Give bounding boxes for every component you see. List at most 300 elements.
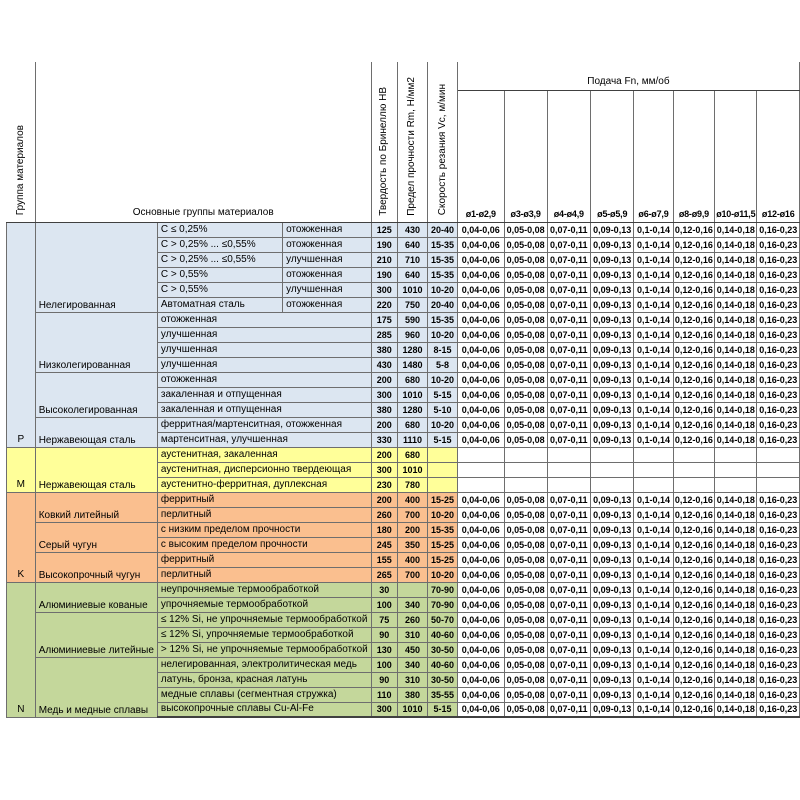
group-label-cell[interactable]: Нержавеющая сталь [35,447,157,492]
hb-cell[interactable]: 380 [371,402,397,417]
feed-cell-1[interactable]: 0,05-0,08 [504,267,547,282]
material-cell[interactable]: > 12% Si, не упрочняемые термообработкой [157,642,371,657]
rm-cell[interactable]: 310 [397,627,428,642]
vc-cell[interactable] [428,447,458,462]
feed-cell-4[interactable]: 0,1-0,14 [634,582,673,597]
feed-cell-1[interactable]: 0,05-0,08 [504,327,547,342]
material-cell[interactable]: аустенитно-ферритная, дуплексная [157,477,371,492]
rm-cell[interactable]: 1010 [397,387,428,402]
feed-cell-6[interactable]: 0,14-0,18 [715,507,757,522]
vc-cell[interactable]: 5-15 [428,387,458,402]
feed-cell-4[interactable]: 0,1-0,14 [634,567,673,582]
feed-cell-1[interactable]: 0,05-0,08 [504,402,547,417]
vc-cell[interactable]: 10-20 [428,567,458,582]
vc-cell[interactable]: 20-40 [428,297,458,312]
feed-cell-1[interactable]: 0,05-0,08 [504,357,547,372]
rm-cell[interactable]: 680 [397,417,428,432]
vc-cell[interactable]: 15-25 [428,492,458,507]
feed-cell-1[interactable]: 0,05-0,08 [504,282,547,297]
feed-cell-6[interactable] [715,462,757,477]
material-state-cell[interactable]: отожженная [283,297,372,312]
rm-cell[interactable]: 780 [397,477,428,492]
feed-cell-2[interactable]: 0,07-0,11 [547,597,590,612]
feed-cell-1[interactable]: 0,05-0,08 [504,582,547,597]
vc-cell[interactable]: 35-55 [428,687,458,702]
feed-cell-0[interactable]: 0,04-0,06 [457,552,504,567]
rm-cell[interactable]: 380 [397,687,428,702]
material-cell[interactable]: C > 0,55% [157,267,282,282]
feed-cell-6[interactable]: 0,14-0,18 [715,252,757,267]
material-cell[interactable]: перлитный [157,507,371,522]
feed-cell-0[interactable]: 0,04-0,06 [457,672,504,687]
rm-cell[interactable]: 1480 [397,357,428,372]
feed-cell-7[interactable]: 0,16-0,23 [757,282,800,297]
vc-cell[interactable]: 15-35 [428,267,458,282]
material-cell[interactable]: ≤ 12% Si, не упрочняемые термообработкой [157,612,371,627]
material-cell[interactable]: C ≤ 0,25% [157,222,282,237]
feed-cell-7[interactable]: 0,16-0,23 [757,222,800,237]
feed-cell-0[interactable]: 0,04-0,06 [457,627,504,642]
group-label-cell[interactable]: Высокопрочный чугун [35,552,157,582]
hb-cell[interactable]: 175 [371,312,397,327]
feed-cell-7[interactable]: 0,16-0,23 [757,237,800,252]
feed-cell-4[interactable]: 0,1-0,14 [634,387,673,402]
feed-cell-4[interactable]: 0,1-0,14 [634,432,673,447]
material-cell[interactable]: с высоким пределом прочности [157,537,371,552]
feed-cell-6[interactable]: 0,14-0,18 [715,222,757,237]
feed-cell-7[interactable]: 0,16-0,23 [757,642,800,657]
material-cell[interactable]: мартенситная, улучшенная [157,432,371,447]
feed-cell-0[interactable]: 0,04-0,06 [457,612,504,627]
feed-cell-6[interactable]: 0,14-0,18 [715,267,757,282]
material-cell[interactable]: аустенитная, закаленная [157,447,371,462]
feed-cell-6[interactable]: 0,14-0,18 [715,672,757,687]
feed-cell-1[interactable]: 0,05-0,08 [504,387,547,402]
rm-cell[interactable] [397,582,428,597]
rm-cell[interactable]: 710 [397,252,428,267]
hb-cell[interactable]: 90 [371,627,397,642]
feed-cell-5[interactable]: 0,12-0,16 [673,687,715,702]
feed-cell-2[interactable]: 0,07-0,11 [547,612,590,627]
material-cell[interactable]: Автоматная сталь [157,297,282,312]
feed-cell-7[interactable]: 0,16-0,23 [757,657,800,672]
feed-cell-3[interactable] [591,477,634,492]
feed-cell-3[interactable]: 0,09-0,13 [591,567,634,582]
feed-cell-4[interactable]: 0,1-0,14 [634,282,673,297]
group-label-cell[interactable]: Алюминиевые литейные [35,612,157,657]
rm-cell[interactable]: 750 [397,297,428,312]
feed-cell-0[interactable]: 0,04-0,06 [457,492,504,507]
feed-cell-5[interactable]: 0,12-0,16 [673,432,715,447]
feed-cell-5[interactable]: 0,12-0,16 [673,327,715,342]
feed-cell-3[interactable]: 0,09-0,13 [591,297,634,312]
feed-cell-6[interactable]: 0,14-0,18 [715,372,757,387]
feed-cell-3[interactable]: 0,09-0,13 [591,492,634,507]
feed-cell-4[interactable]: 0,1-0,14 [634,312,673,327]
feed-cell-3[interactable]: 0,09-0,13 [591,387,634,402]
material-cell[interactable]: нелегированная, электролитическая медь [157,657,371,672]
hb-cell[interactable]: 200 [371,492,397,507]
group-label-cell[interactable]: Серый чугун [35,522,157,552]
feed-cell-0[interactable]: 0,04-0,06 [457,297,504,312]
group-label-cell[interactable]: Ковкий литейный [35,492,157,522]
feed-cell-5[interactable]: 0,12-0,16 [673,267,715,282]
feed-cell-2[interactable]: 0,07-0,11 [547,297,590,312]
feed-cell-0[interactable]: 0,04-0,06 [457,357,504,372]
feed-cell-5[interactable] [673,477,715,492]
feed-cell-7[interactable]: 0,16-0,23 [757,687,800,702]
feed-cell-3[interactable]: 0,09-0,13 [591,312,634,327]
feed-cell-6[interactable] [715,447,757,462]
feed-cell-7[interactable]: 0,16-0,23 [757,522,800,537]
material-state-cell[interactable]: отожженная [283,222,372,237]
feed-cell-0[interactable]: 0,04-0,06 [457,387,504,402]
feed-cell-2[interactable]: 0,07-0,11 [547,657,590,672]
feed-cell-1[interactable]: 0,05-0,08 [504,342,547,357]
feed-cell-3[interactable]: 0,09-0,13 [591,267,634,282]
feed-cell-6[interactable]: 0,14-0,18 [715,402,757,417]
feed-cell-3[interactable]: 0,09-0,13 [591,237,634,252]
feed-cell-4[interactable] [634,447,673,462]
rm-cell[interactable]: 960 [397,327,428,342]
feed-cell-2[interactable]: 0,07-0,11 [547,432,590,447]
feed-cell-0[interactable] [457,477,504,492]
rm-cell[interactable]: 700 [397,567,428,582]
vc-cell[interactable] [428,477,458,492]
feed-cell-2[interactable]: 0,07-0,11 [547,357,590,372]
hb-cell[interactable]: 300 [371,282,397,297]
material-state-cell[interactable]: отожженная [283,267,372,282]
feed-cell-0[interactable]: 0,04-0,06 [457,522,504,537]
feed-cell-1[interactable]: 0,05-0,08 [504,567,547,582]
feed-cell-4[interactable]: 0,1-0,14 [634,537,673,552]
vc-cell[interactable]: 10-20 [428,327,458,342]
feed-cell-7[interactable]: 0,16-0,23 [757,612,800,627]
feed-cell-0[interactable]: 0,04-0,06 [457,342,504,357]
feed-cell-7[interactable]: 0,16-0,23 [757,252,800,267]
vc-cell[interactable]: 30-50 [428,642,458,657]
feed-cell-1[interactable]: 0,05-0,08 [504,612,547,627]
feed-cell-5[interactable]: 0,12-0,16 [673,657,715,672]
feed-cell-7[interactable]: 0,16-0,23 [757,702,800,717]
feed-cell-2[interactable]: 0,07-0,11 [547,267,590,282]
feed-cell-7[interactable]: 0,16-0,23 [757,297,800,312]
feed-cell-6[interactable]: 0,14-0,18 [715,297,757,312]
feed-cell-7[interactable]: 0,16-0,23 [757,567,800,582]
feed-cell-2[interactable]: 0,07-0,11 [547,237,590,252]
vc-cell[interactable]: 70-90 [428,582,458,597]
feed-cell-2[interactable]: 0,07-0,11 [547,552,590,567]
material-cell[interactable]: аустенитная, дисперсионно твердеющая [157,462,371,477]
feed-cell-4[interactable] [634,477,673,492]
rm-cell[interactable]: 310 [397,672,428,687]
feed-cell-7[interactable]: 0,16-0,23 [757,342,800,357]
hb-cell[interactable]: 155 [371,552,397,567]
feed-cell-0[interactable]: 0,04-0,06 [457,702,504,717]
material-cell[interactable]: упрочняемые термообработкой [157,597,371,612]
feed-cell-6[interactable]: 0,14-0,18 [715,552,757,567]
feed-cell-0[interactable]: 0,04-0,06 [457,417,504,432]
rm-cell[interactable]: 1010 [397,282,428,297]
feed-cell-5[interactable]: 0,12-0,16 [673,522,715,537]
feed-cell-4[interactable]: 0,1-0,14 [634,627,673,642]
feed-cell-4[interactable]: 0,1-0,14 [634,342,673,357]
material-state-cell[interactable]: улучшенная [283,252,372,267]
feed-cell-6[interactable]: 0,14-0,18 [715,612,757,627]
feed-cell-1[interactable]: 0,05-0,08 [504,417,547,432]
feed-cell-1[interactable]: 0,05-0,08 [504,252,547,267]
feed-cell-2[interactable]: 0,07-0,11 [547,537,590,552]
hb-cell[interactable]: 125 [371,222,397,237]
vc-cell[interactable] [428,462,458,477]
feed-cell-3[interactable]: 0,09-0,13 [591,702,634,717]
feed-cell-6[interactable]: 0,14-0,18 [715,627,757,642]
feed-cell-6[interactable]: 0,14-0,18 [715,417,757,432]
feed-cell-4[interactable]: 0,1-0,14 [634,297,673,312]
material-cell[interactable]: отожженная [157,312,371,327]
feed-cell-3[interactable]: 0,09-0,13 [591,657,634,672]
feed-cell-6[interactable]: 0,14-0,18 [715,237,757,252]
feed-cell-3[interactable] [591,447,634,462]
feed-cell-3[interactable]: 0,09-0,13 [591,342,634,357]
feed-cell-1[interactable]: 0,05-0,08 [504,552,547,567]
feed-cell-4[interactable]: 0,1-0,14 [634,327,673,342]
material-cell[interactable]: неупрочняемые термообработкой [157,582,371,597]
section-letter-cell[interactable]: M [7,447,36,492]
feed-cell-1[interactable]: 0,05-0,08 [504,687,547,702]
feed-cell-5[interactable]: 0,12-0,16 [673,342,715,357]
feed-cell-1[interactable]: 0,05-0,08 [504,657,547,672]
feed-cell-4[interactable]: 0,1-0,14 [634,522,673,537]
feed-cell-2[interactable]: 0,07-0,11 [547,522,590,537]
feed-cell-2[interactable]: 0,07-0,11 [547,342,590,357]
feed-cell-5[interactable]: 0,12-0,16 [673,507,715,522]
feed-cell-4[interactable]: 0,1-0,14 [634,657,673,672]
feed-cell-3[interactable]: 0,09-0,13 [591,252,634,267]
section-letter-cell[interactable]: K [7,492,36,582]
feed-cell-6[interactable]: 0,14-0,18 [715,567,757,582]
feed-cell-5[interactable]: 0,12-0,16 [673,372,715,387]
feed-cell-6[interactable]: 0,14-0,18 [715,492,757,507]
rm-cell[interactable]: 680 [397,447,428,462]
feed-cell-2[interactable]: 0,07-0,11 [547,627,590,642]
group-label-cell[interactable]: Нелегированная [35,222,157,312]
feed-cell-0[interactable]: 0,04-0,06 [457,537,504,552]
rm-cell[interactable]: 340 [397,597,428,612]
feed-cell-1[interactable] [504,447,547,462]
feed-cell-6[interactable]: 0,14-0,18 [715,597,757,612]
hb-cell[interactable]: 330 [371,432,397,447]
material-cell[interactable]: улучшенная [157,357,371,372]
rm-cell[interactable]: 1010 [397,702,428,717]
feed-cell-1[interactable]: 0,05-0,08 [504,237,547,252]
feed-cell-1[interactable]: 0,05-0,08 [504,507,547,522]
feed-cell-3[interactable]: 0,09-0,13 [591,327,634,342]
feed-cell-4[interactable]: 0,1-0,14 [634,687,673,702]
hb-cell[interactable]: 230 [371,477,397,492]
material-cell[interactable]: латунь, бронза, красная латунь [157,672,371,687]
rm-cell[interactable]: 350 [397,537,428,552]
material-state-cell[interactable]: отожженная [283,237,372,252]
material-cell[interactable]: высокопрочные сплавы Cu-Al-Fe [157,702,371,717]
rm-cell[interactable]: 1110 [397,432,428,447]
vc-cell[interactable]: 10-20 [428,417,458,432]
hb-cell[interactable]: 260 [371,507,397,522]
feed-cell-7[interactable]: 0,16-0,23 [757,507,800,522]
rm-cell[interactable]: 400 [397,492,428,507]
feed-cell-4[interactable]: 0,1-0,14 [634,237,673,252]
feed-cell-7[interactable]: 0,16-0,23 [757,267,800,282]
feed-cell-5[interactable] [673,447,715,462]
feed-cell-0[interactable]: 0,04-0,06 [457,372,504,387]
feed-cell-5[interactable]: 0,12-0,16 [673,312,715,327]
feed-cell-5[interactable]: 0,12-0,16 [673,582,715,597]
feed-cell-2[interactable]: 0,07-0,11 [547,687,590,702]
feed-cell-3[interactable]: 0,09-0,13 [591,282,634,297]
feed-cell-0[interactable]: 0,04-0,06 [457,267,504,282]
material-cell[interactable]: закаленная и отпущенная [157,387,371,402]
hb-cell[interactable]: 30 [371,582,397,597]
feed-cell-0[interactable] [457,447,504,462]
hb-cell[interactable]: 285 [371,327,397,342]
feed-cell-5[interactable]: 0,12-0,16 [673,387,715,402]
feed-cell-7[interactable]: 0,16-0,23 [757,357,800,372]
feed-cell-3[interactable]: 0,09-0,13 [591,507,634,522]
feed-cell-3[interactable]: 0,09-0,13 [591,537,634,552]
feed-cell-0[interactable]: 0,04-0,06 [457,312,504,327]
feed-cell-5[interactable]: 0,12-0,16 [673,237,715,252]
vc-cell[interactable]: 5-10 [428,402,458,417]
feed-cell-4[interactable]: 0,1-0,14 [634,402,673,417]
feed-cell-5[interactable]: 0,12-0,16 [673,402,715,417]
feed-cell-3[interactable]: 0,09-0,13 [591,372,634,387]
feed-cell-7[interactable]: 0,16-0,23 [757,582,800,597]
feed-cell-1[interactable]: 0,05-0,08 [504,222,547,237]
feed-cell-3[interactable]: 0,09-0,13 [591,522,634,537]
feed-cell-1[interactable]: 0,05-0,08 [504,642,547,657]
vc-cell[interactable]: 30-50 [428,672,458,687]
feed-cell-5[interactable]: 0,12-0,16 [673,537,715,552]
rm-cell[interactable]: 700 [397,507,428,522]
feed-cell-3[interactable]: 0,09-0,13 [591,552,634,567]
feed-cell-6[interactable]: 0,14-0,18 [715,522,757,537]
material-cell[interactable]: улучшенная [157,327,371,342]
material-cell[interactable]: ферритный [157,552,371,567]
material-cell[interactable]: ферритная/мартенситная, отожженная [157,417,371,432]
feed-cell-7[interactable]: 0,16-0,23 [757,597,800,612]
feed-cell-0[interactable]: 0,04-0,06 [457,252,504,267]
feed-cell-1[interactable]: 0,05-0,08 [504,492,547,507]
vc-cell[interactable]: 15-35 [428,522,458,537]
feed-cell-4[interactable]: 0,1-0,14 [634,492,673,507]
feed-cell-1[interactable]: 0,05-0,08 [504,372,547,387]
hb-cell[interactable]: 300 [371,462,397,477]
group-label-cell[interactable]: Нержавеющая сталь [35,417,157,447]
hb-cell[interactable]: 90 [371,672,397,687]
feed-cell-5[interactable]: 0,12-0,16 [673,627,715,642]
rm-cell[interactable]: 450 [397,642,428,657]
material-cell[interactable]: C > 0,25% ... ≤0,55% [157,237,282,252]
feed-cell-1[interactable]: 0,05-0,08 [504,432,547,447]
feed-cell-7[interactable]: 0,16-0,23 [757,552,800,567]
feed-cell-5[interactable]: 0,12-0,16 [673,417,715,432]
feed-cell-3[interactable]: 0,09-0,13 [591,597,634,612]
feed-cell-7[interactable]: 0,16-0,23 [757,492,800,507]
feed-cell-4[interactable]: 0,1-0,14 [634,267,673,282]
feed-cell-2[interactable]: 0,07-0,11 [547,702,590,717]
feed-cell-2[interactable]: 0,07-0,11 [547,252,590,267]
feed-cell-7[interactable]: 0,16-0,23 [757,312,800,327]
feed-cell-4[interactable]: 0,1-0,14 [634,672,673,687]
feed-cell-7[interactable]: 0,16-0,23 [757,402,800,417]
feed-cell-0[interactable]: 0,04-0,06 [457,567,504,582]
feed-cell-1[interactable]: 0,05-0,08 [504,597,547,612]
vc-cell[interactable]: 5-8 [428,357,458,372]
material-cell[interactable]: медные сплавы (сегментная стружка) [157,687,371,702]
feed-cell-1[interactable]: 0,05-0,08 [504,672,547,687]
feed-cell-4[interactable]: 0,1-0,14 [634,597,673,612]
feed-cell-0[interactable]: 0,04-0,06 [457,657,504,672]
feed-cell-6[interactable]: 0,14-0,18 [715,357,757,372]
feed-cell-0[interactable]: 0,04-0,06 [457,687,504,702]
feed-cell-0[interactable]: 0,04-0,06 [457,222,504,237]
rm-cell[interactable]: 1280 [397,342,428,357]
feed-cell-2[interactable]: 0,07-0,11 [547,567,590,582]
feed-cell-2[interactable]: 0,07-0,11 [547,507,590,522]
material-cell[interactable]: ≤ 12% Si, упрочняемые термообработкой [157,627,371,642]
feed-cell-7[interactable]: 0,16-0,23 [757,432,800,447]
feed-cell-2[interactable]: 0,07-0,11 [547,222,590,237]
feed-cell-2[interactable] [547,477,590,492]
hb-cell[interactable]: 75 [371,612,397,627]
material-cell[interactable]: C > 0,55% [157,282,282,297]
feed-cell-0[interactable]: 0,04-0,06 [457,327,504,342]
feed-cell-4[interactable]: 0,1-0,14 [634,417,673,432]
feed-cell-7[interactable]: 0,16-0,23 [757,537,800,552]
feed-cell-5[interactable]: 0,12-0,16 [673,552,715,567]
group-label-cell[interactable]: Высоколегированная [35,372,157,417]
rm-cell[interactable]: 430 [397,222,428,237]
vc-cell[interactable]: 15-35 [428,312,458,327]
feed-cell-7[interactable]: 0,16-0,23 [757,387,800,402]
hb-cell[interactable]: 100 [371,657,397,672]
feed-cell-3[interactable]: 0,09-0,13 [591,687,634,702]
feed-cell-5[interactable]: 0,12-0,16 [673,297,715,312]
vc-cell[interactable]: 5-15 [428,702,458,717]
material-cell[interactable]: C > 0,25% ... ≤0,55% [157,252,282,267]
group-label-cell[interactable]: Алюминиевые кованые [35,582,157,612]
feed-cell-4[interactable]: 0,1-0,14 [634,612,673,627]
feed-cell-7[interactable]: 0,16-0,23 [757,672,800,687]
material-cell[interactable]: отожженная [157,372,371,387]
feed-cell-0[interactable]: 0,04-0,06 [457,282,504,297]
vc-cell[interactable]: 40-60 [428,657,458,672]
feed-cell-4[interactable]: 0,1-0,14 [634,222,673,237]
material-cell[interactable]: ферритный [157,492,371,507]
feed-cell-1[interactable] [504,477,547,492]
feed-cell-5[interactable]: 0,12-0,16 [673,642,715,657]
vc-cell[interactable]: 10-20 [428,282,458,297]
feed-cell-2[interactable]: 0,07-0,11 [547,387,590,402]
hb-cell[interactable]: 300 [371,702,397,717]
feed-cell-4[interactable]: 0,1-0,14 [634,507,673,522]
feed-cell-6[interactable]: 0,14-0,18 [715,582,757,597]
rm-cell[interactable]: 260 [397,612,428,627]
feed-cell-3[interactable]: 0,09-0,13 [591,612,634,627]
feed-cell-4[interactable]: 0,1-0,14 [634,702,673,717]
feed-cell-4[interactable]: 0,1-0,14 [634,357,673,372]
rm-cell[interactable]: 680 [397,372,428,387]
